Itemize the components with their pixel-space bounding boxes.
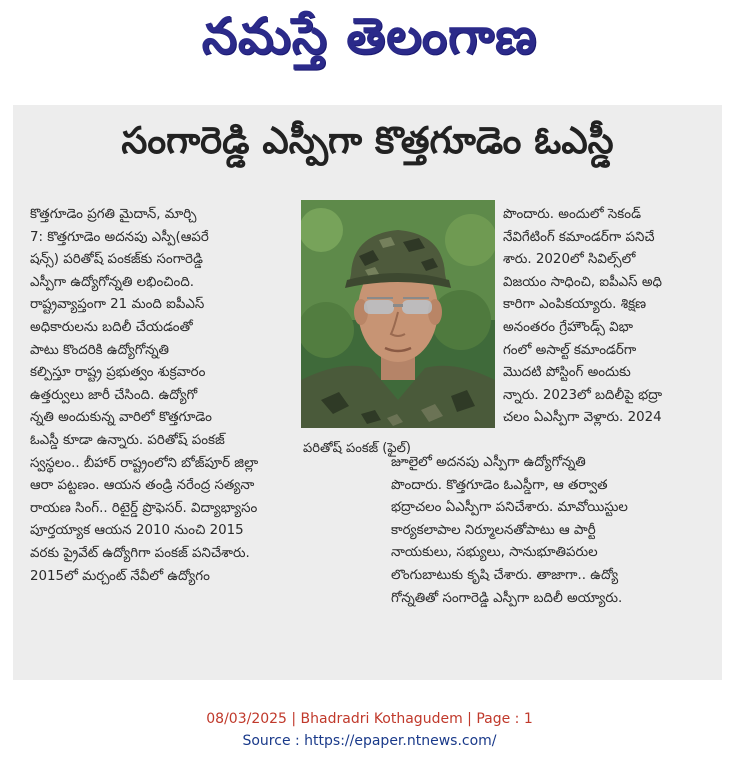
article-line: నాయకులు, సభ్యులు, సానుభూతిపరుల: [391, 545, 598, 561]
article-line: రాష్ట్రవ్యాప్తంగా 21 మంది ఐపీఎస్: [30, 297, 205, 313]
article-line: అనంతరం గ్రేహౌండ్స్ విభా: [503, 319, 634, 335]
article-line: న్నారు. 2023లో బదిలీపై భద్రా: [503, 387, 663, 403]
article-column-left: [30, 204, 310, 588]
source-link[interactable]: Source : https://epaper.ntnews.com/: [242, 733, 497, 749]
officer-portrait-image: [301, 200, 495, 428]
article-clipping: [13, 105, 722, 680]
article-line: విజయం సాధించి, ఐపీఎస్ అధి: [503, 274, 662, 290]
article-line: ఆరా పట్టణం. ఆయన తండ్రి నరేంద్ర సత్యనా: [30, 478, 255, 494]
article-line: ఉత్తర్వులు జారీ చేసింది. ఉద్యోగో: [30, 387, 198, 403]
article-line: న్నతి అందుకున్న వారిలో కొత్తగూడెం: [30, 410, 212, 426]
article-line: ఓఎస్డీ కూడా ఉన్నారు. పరితోష్ పంకజ్: [30, 432, 225, 448]
article-line: నేవిగేటింగ్ కమాండర్‌గా పనిచే: [503, 229, 655, 245]
article-line: కొత్తగూడెం ప్రగతి మైదాన్, మార్చి: [30, 207, 197, 222]
article-line: స్వస్థలం.. బీహార్ రాష్ట్రంలోని బోజ్‌పూర్ జిల్లా: [30, 455, 259, 471]
article-line: రాయణ సింగ్.. రిటైర్డ్ ప్రొఫెసర్. విద్యాభ్యాసం: [30, 500, 258, 516]
article-line: కల్పిస్తూ రాష్ట్ర ప్రభుత్వం శుక్రవారం: [30, 365, 206, 381]
article-column-right-top: [503, 204, 713, 430]
newspaper-logo: నమస్తే తెలంగాణ: [201, 6, 538, 65]
article-line: 7: కొత్తగూడెం అదనపు ఎస్పీ(ఆపరే: [30, 229, 209, 245]
article-line: గంలో అసాల్ట్ కమాండర్‌గా: [503, 342, 637, 358]
article-line: కార్యకలాపాల నిర్మూలనతోపాటు ఆ పార్టీ: [391, 522, 596, 538]
article-line: పొందారు. కొత్తగూడెం ఓఎస్డీగా, ఆ తర్వాత: [391, 477, 608, 493]
article-line: గోన్నతితో సంగారెడ్డి ఎస్పీగా బదిలీ అయ్యారు.: [391, 590, 623, 606]
article-line: వరకు ప్రైవేట్ ఉద్యోగిగా పంకజ్ పనిచేశారు.: [30, 545, 250, 561]
article-line: మొదటి పోస్టింగ్ అందుకు: [503, 365, 631, 381]
masthead: [0, 0, 739, 92]
article-line: కారిగా ఎంపికయ్యారు. శిక్షణ: [503, 297, 647, 313]
page-footer: [0, 708, 739, 752]
article-line: 2015లో మర్చంట్ నేవీలో ఉద్యోగం: [30, 568, 210, 584]
article-line: పాటు కొందరికి ఉద్యోగోన్నతి: [30, 342, 169, 358]
article-line: పూర్తయ్యాక ఆయన 2010 నుంచి 2015: [30, 523, 244, 539]
article-line: చలం ఏఎస్పీగా వెళ్లారు. 2024: [503, 410, 662, 426]
article-line: లొంగుబాటుకు కృషి చేశారు. తాజాగా.. ఉద్యో: [391, 567, 619, 583]
article-column-right-bottom: [391, 452, 713, 610]
publication-info: 08/03/2025 | Bhadradri Kothagudem | Page : 1: [206, 711, 533, 727]
article-line: ఎస్పీగా ఉద్యోగోన్నతి లభించింది.: [30, 274, 195, 290]
photo-caption: పరితోష్ పంకజ్ (ఫైల్): [303, 441, 411, 456]
article-line: పొందారు. అందులో సెకండ్: [503, 207, 641, 222]
article-line: భద్రాచలం ఏఎస్పీగా పనిచేశారు. మావోయిస్టుల: [391, 500, 628, 516]
article-headline: సంగారెడ్డి ఎస్పీగా కొత్తగూడెం ఓఎస్డీ: [121, 119, 614, 162]
article-line: జూలైలో అదనపు ఎస్పీగా ఉద్యోగోన్నతి: [391, 455, 586, 470]
officer-photo: [301, 200, 495, 428]
article-line: శారు. 2020లో సివిల్స్‌లో: [503, 252, 636, 268]
article-line: షన్స్) పరితోష్ పంకజ్‌కు సంగారెడ్డి: [30, 252, 203, 268]
article-line: అధికారులను బదిలీ చేయడంతో: [30, 319, 193, 335]
